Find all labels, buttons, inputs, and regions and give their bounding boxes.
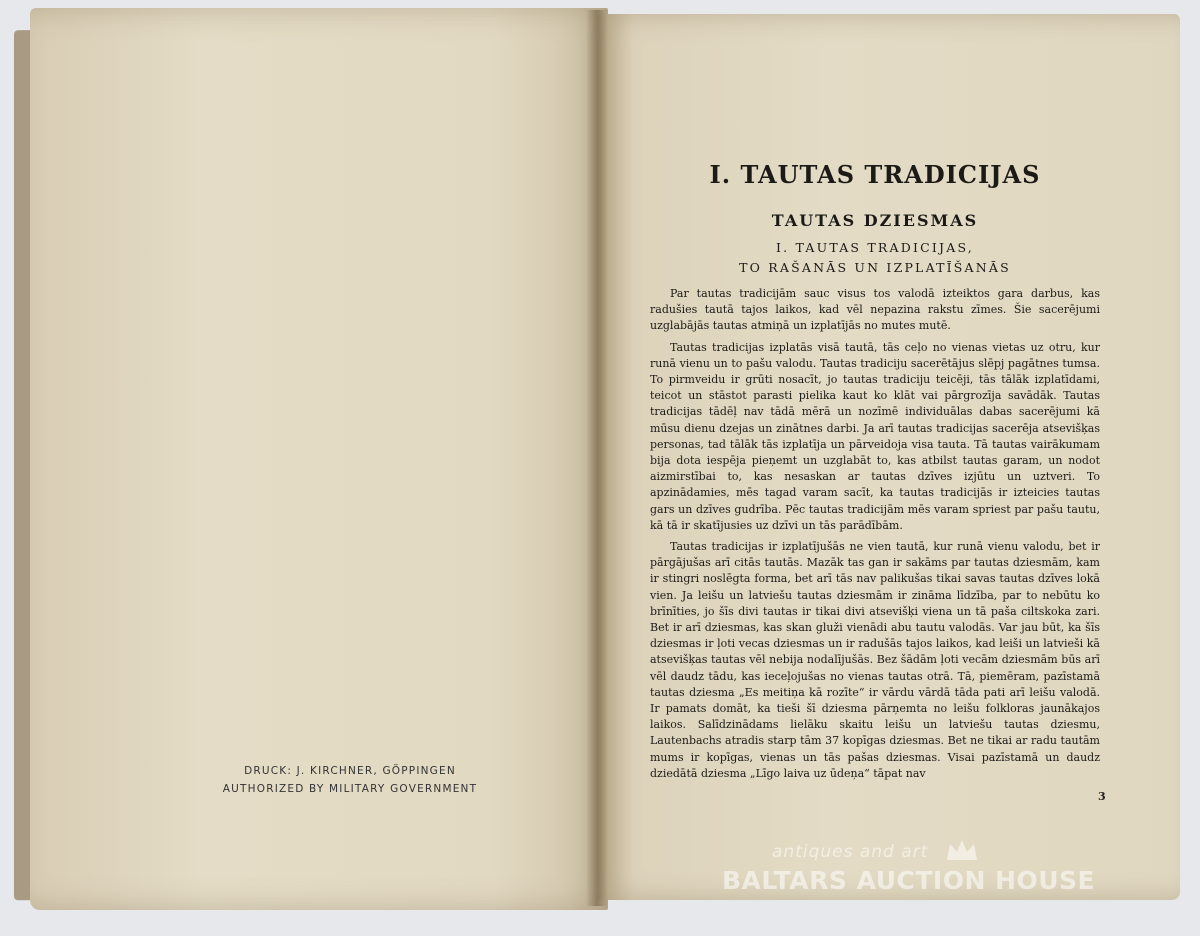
watermark-tagline: antiques and art [772,842,929,862]
body-text [650,286,1100,782]
subsection-title-line-2: TO RAŠANĀS UN IZPLATĪŠANĀS [739,260,1011,275]
watermark [722,836,1122,906]
chapter-title: I. TAUTAS TRADICIJAS [709,160,1041,189]
paragraph: Par tautas tradicijām sauc visus tos valodā izteiktos gara darbus, kas radušies tautā tajos laikos, kad vēl nepazina rakstu zīmes. Šie sacerējumi uzglabājās tautas atmiņā un izplatījās no mutes mutē. [650,287,1100,333]
book-spine [586,10,608,906]
watermark-name: BALTARS AUCTION HOUSE [722,866,1096,895]
imprint-line-2: AUTHORIZED BY MILITARY GOVERNMENT [222,783,478,795]
subsection-title-line-1: I. TAUTAS TRADICIJAS, [776,240,974,255]
section-title: TAUTAS DZIESMAS [771,211,979,230]
page-number: 3 [1098,790,1106,803]
crown-icon [944,836,980,864]
printer-imprint [150,762,550,798]
paragraph: Tautas tradicijas ir izplatījušās ne vien tautā, kur runā vienu valodu, bet ir pārgājušas arī citās tautās. Mazāk tas gan ir sakāms par tautas dziesmām, kam ir stingri noslēgta forma, bet arī tās nav palikušas tikai savas tautas dzīves lokā vien. Ja leišu un latviešu tautas dziesmām ir zināma līdzība, par to nebūtu ko brīnīties, jo šīs divi tautas ir tikai divi atsevišķi viena un tā paša ciltskoka zari. Bet ir arī dziesmas, kas skan gluži vienādi abu tautu valodās. Var jau būt, ka šīs dziesmas ir ļoti vecas dziesmas un ir radušās tajos laikos, kad leiši un latvieši kā atsevišķas tautas vēl nebija nodalījušās. Bez šādām ļoti vecām dziesmām būs arī vēl daudz tādu, kas ieceļojušas no vienas tautas otrā. Tā, piemēram, pazīstamā tautas dziesma „Es meitiņa kā rozīte“ ir vārdu vārdā tāda pati arī leišu valodā. Ir pamats domāt, ka tieši šī dziesma pārņemta no leišu folkloras jaunākajos laikos. Salīdzinādams lielāku skaitu leišu un latviešu tautas dziesmu, Lautenbachs atradis starp tām 37 kopīgas dziesmas. Bet ne tikai ar radu tautām mums ir kopīgas, vienas un tās pašas dziesmas. Visai pazīstamā un daudz dziedātā dziesma „Līgo laiva uz ūdeņa“ tāpat nav [650,540,1100,780]
subsection-title [650,238,1100,278]
imprint-line-1: DRUCK: J. KIRCHNER, GÖPPINGEN [244,765,456,777]
paragraph: Tautas tradicijas izplatās visā tautā, tās ceļo no vienas vietas uz otru, kur runā vienu un to pašu valodu. Tautas tradiciju sacerētājus slēpj pagātnes tumsa. To pirmveidu ir grūti nosacīt, jo tautas tradiciju teicēji, tās tālāk izplatīdami, teicot un stāstot parasti pielika kaut ko klāt vai pārgrozīja savādāk. Tautas tradicijas tādēļ nav tādā mērā un nozīmē individuālas dabas sacerējumi kā mūsu dienu dzejas un zinātnes darbi. Ja arī tautas tradicijas sacerēja atsevišķas personas, tad tālāk tās izplatīja un pārveidoja visa tauta. Tā tautas vairākumam bija dota iespēja pieņemt un uzglabāt to, kas atbilst tautas garam, un nodot aizmirstībai to, kas nesaskan ar tautas dzīves izjūtu un uztveri. To apzinādamies, mēs tagad varam sacīt, ka tautas tradicijās ir izteicies tautas gars un dzīves gudrība. Pēc tautas tradicijām mēs varam spriest par pašu tautu, kā tā ir skatījusies uz dzīvi un tās parādībām. [650,340,1100,532]
right-page-content [650,160,1100,787]
